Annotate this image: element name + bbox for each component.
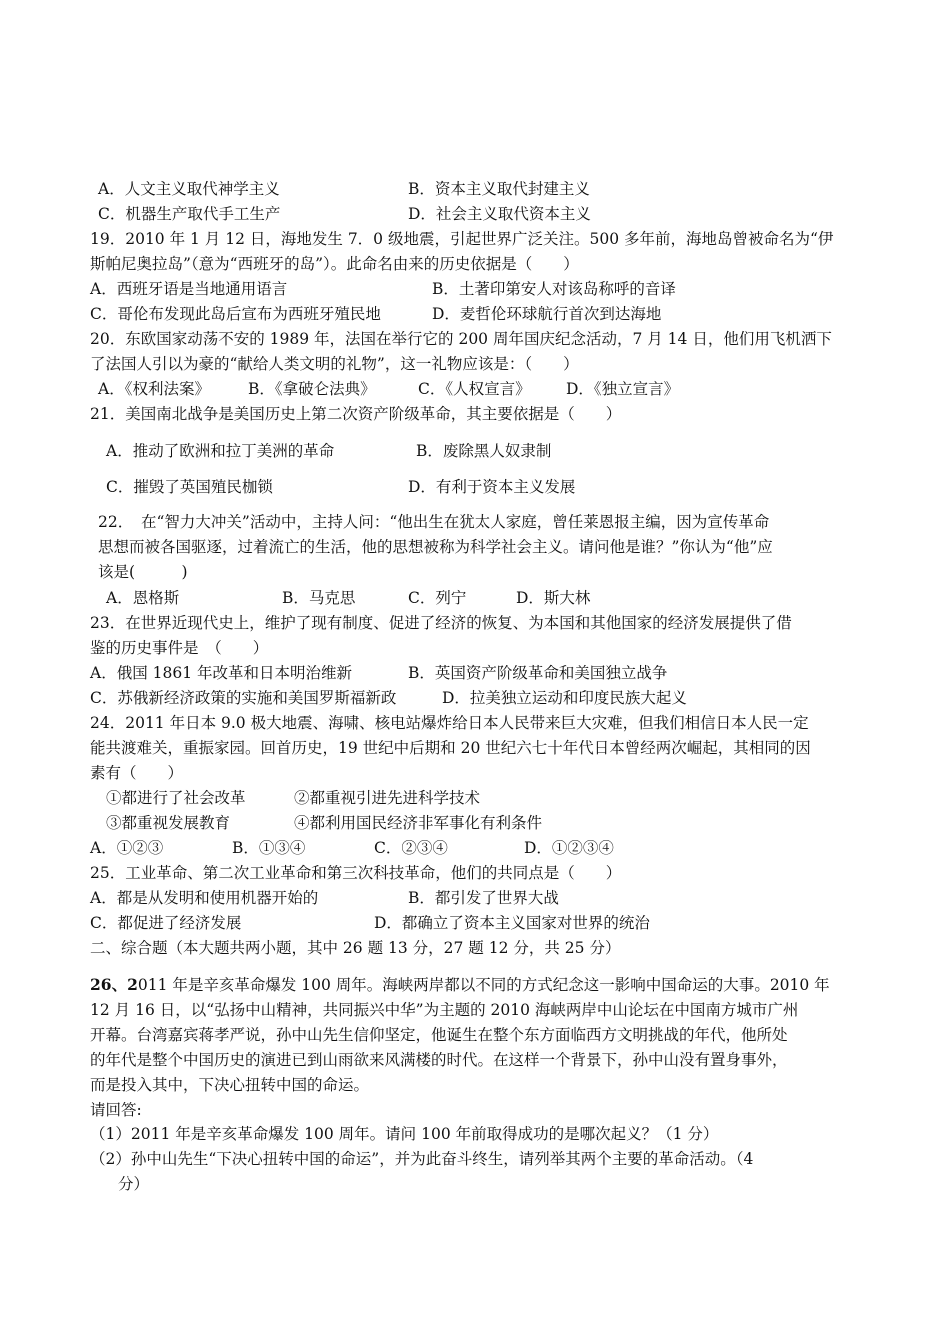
q25-option-b: B．都引发了世界大战 <box>408 889 559 907</box>
q26-prompt: 请回答: <box>90 1101 142 1119</box>
q23-stem-line1: 23．在世界近现代史上，维护了现有制度、促进了经济的恢复、为本国和其他国家的经济发展提供了借 <box>90 614 792 632</box>
q23-stem-line2: 鉴的历史事件是 （ ） <box>90 639 269 657</box>
q25-stem-line1: 25．工业革命、第二次工业革命和第三次科技革命，他们的共同点是（ ） <box>90 864 622 882</box>
q24-stem-line1: 24．2011 年日本 9.0 极大地震、海啸、核电站爆炸给日本人民带来巨大灾难，但我们相信日本人民一定 <box>90 714 809 732</box>
q24-stem-line2: 能共渡难关，重振家园。回首历史，19 世纪中后期和 20 世纪六七十年代日本曾经两次崛起，其相同的因 <box>90 739 811 757</box>
q24-statement-3: ③都重视发展教育 <box>106 814 231 832</box>
q26-stem-line5: 而是投入其中，下决心扭转中国的命运。 <box>90 1076 370 1094</box>
q23-option-d: D．拉美独立运动和印度民族大起义 <box>442 689 687 707</box>
section-heading: 二、综合题（本大题共两小题，其中 26 题 13 分，27 题 12 分，共 25 分） <box>90 939 621 957</box>
q25-option-a: A．都是从发明和使用机器开始的 <box>90 889 319 907</box>
q24-option-c: C．②③④ <box>374 839 448 857</box>
q26-line1-text: 011 年是辛亥革命爆发 100 周年。海峡两岸都以不同的方式纪念这一影响中国命运的大事。2010 年 <box>137 976 830 994</box>
q22-option-a: A．恩格斯 <box>106 589 180 607</box>
q18-option-b: B．资本主义取代封建主义 <box>408 180 590 198</box>
q26-subquestion-2-cont: 分） <box>118 1175 150 1193</box>
q20-stem-line2: 了法国人引以为豪的“献给人类文明的礼物”，这一礼物应该是：（ ） <box>90 355 579 373</box>
q25-option-c: C．都促进了经济发展 <box>90 914 242 932</box>
q24-statement-1: ①都进行了社会改革 <box>106 789 246 807</box>
q22-option-d: D．斯大林 <box>516 589 591 607</box>
q24-statement-4: ④都利用国民经济非军事化有利条件 <box>294 814 543 832</box>
q21-option-d: D．有利于资本主义发展 <box>408 478 576 496</box>
q18-option-a: A．人文主义取代神学主义 <box>98 180 280 198</box>
q23-option-a: A．俄国 1861 年改革和日本明治维新 <box>90 664 352 682</box>
q21-option-a: A．推动了欧洲和拉丁美洲的革命 <box>106 442 335 460</box>
q26-number: 26、2 <box>90 975 138 994</box>
q21-option-c: C．摧毁了英国殖民枷锁 <box>106 478 273 496</box>
q19-stem-line2: 斯帕尼奥拉岛”（意为“西班牙的岛”）。此命名由来的历史依据是（ ） <box>90 255 579 273</box>
q19-option-c: C．哥伦布发现此岛后宣布为西班牙殖民地 <box>90 305 381 323</box>
q26-stem-line4: 的年代是整个中国历史的演进已到山雨欲来风满楼的时代。在这样一个背景下，孙中山没有置身事外， <box>90 1051 788 1069</box>
q19-option-d: D．麦哲伦环球航行首次到达海地 <box>432 305 662 323</box>
q21-option-b: B．废除黑人奴隶制 <box>416 442 552 460</box>
q19-option-a: A．西班牙语是当地通用语言 <box>90 280 288 298</box>
q23-option-b: B．英国资产阶级革命和美国独立战争 <box>408 664 668 682</box>
q22-option-b: B．马克思 <box>282 589 356 607</box>
q19-stem-line1: 19．2010 年 1 月 12 日，海地发生 7．0 级地震，引起世界广泛关注。500 多年前，海地岛曾被命名为“伊 <box>90 230 834 248</box>
q24-option-a: A．①②③ <box>90 839 164 857</box>
q20-stem-line1: 20．东欧国家动荡不安的 1989 年，法国在举行它的 200 周年国庆纪念活动，7 月 14 日，他们用飞机洒下 <box>90 330 832 348</box>
q18-option-c: C．机器生产取代手工生产 <box>98 205 281 223</box>
q20-option-b: B．《拿破仑法典》 <box>248 380 376 398</box>
q26-subquestion-2: （2）孙中山先生“下决心扭转中国的命运”，并为此奋斗终生，请列举其两个主要的革命活动。（4 <box>90 1150 754 1168</box>
q25-option-d: D．都确立了资本主义国家对世界的统治 <box>374 914 650 932</box>
q23-option-c: C．苏俄新经济政策的实施和美国罗斯福新政 <box>90 689 397 707</box>
q24-option-b: B．①③④ <box>232 839 306 857</box>
q19-option-b: B．土著印第安人对该岛称呼的音译 <box>432 280 676 298</box>
q26-subquestion-1: （1）2011 年是辛亥革命爆发 100 周年。请问 100 年前取得成功的是哪次起义？（1 分） <box>90 1125 719 1143</box>
q26-stem-line3: 开幕。台湾嘉宾蒋孝严说，孙中山先生信仰坚定，他诞生在整个东方面临西方文明挑战的年代，他所处 <box>90 1026 788 1044</box>
q20-option-c: C．《人权宣言》 <box>418 380 531 398</box>
q22-stem-line1: 22． 在“智力大冲关”活动中，主持人问：“他出生在犹太人家庭，曾任莱恩报主编，因为宣传革命 <box>98 513 770 531</box>
q20-option-a: A．《权利法案》 <box>98 380 210 398</box>
q26-stem-line1 <box>90 974 830 996</box>
q21-stem-line1: 21．美国南北战争是美国历史上第二次资产阶级革命，其主要依据是（ ） <box>90 405 622 423</box>
q24-option-d: D．①②③④ <box>524 839 614 857</box>
q24-stem-line3: 素有（ ） <box>90 764 184 782</box>
q18-option-d: D．社会主义取代资本主义 <box>408 205 591 223</box>
q22-stem-line2: 思想而被各国驱逐，过着流亡的生活，他的思想被称为科学社会主义。请问他是谁？”你认为“他”应 <box>98 538 773 556</box>
q24-statement-2: ②都重视引进先进科学技术 <box>294 789 481 807</box>
q20-option-d: D．《独立宣言》 <box>566 380 680 398</box>
q26-stem-line2: 12 月 16 日，以“弘扬中山精神，共同振兴中华”为主题的 2010 海峡两岸中山论坛在中国南方城市广州 <box>90 1001 799 1019</box>
q22-option-c: C．列宁 <box>408 589 467 607</box>
q22-stem-line3: 该是( ) <box>98 563 188 581</box>
